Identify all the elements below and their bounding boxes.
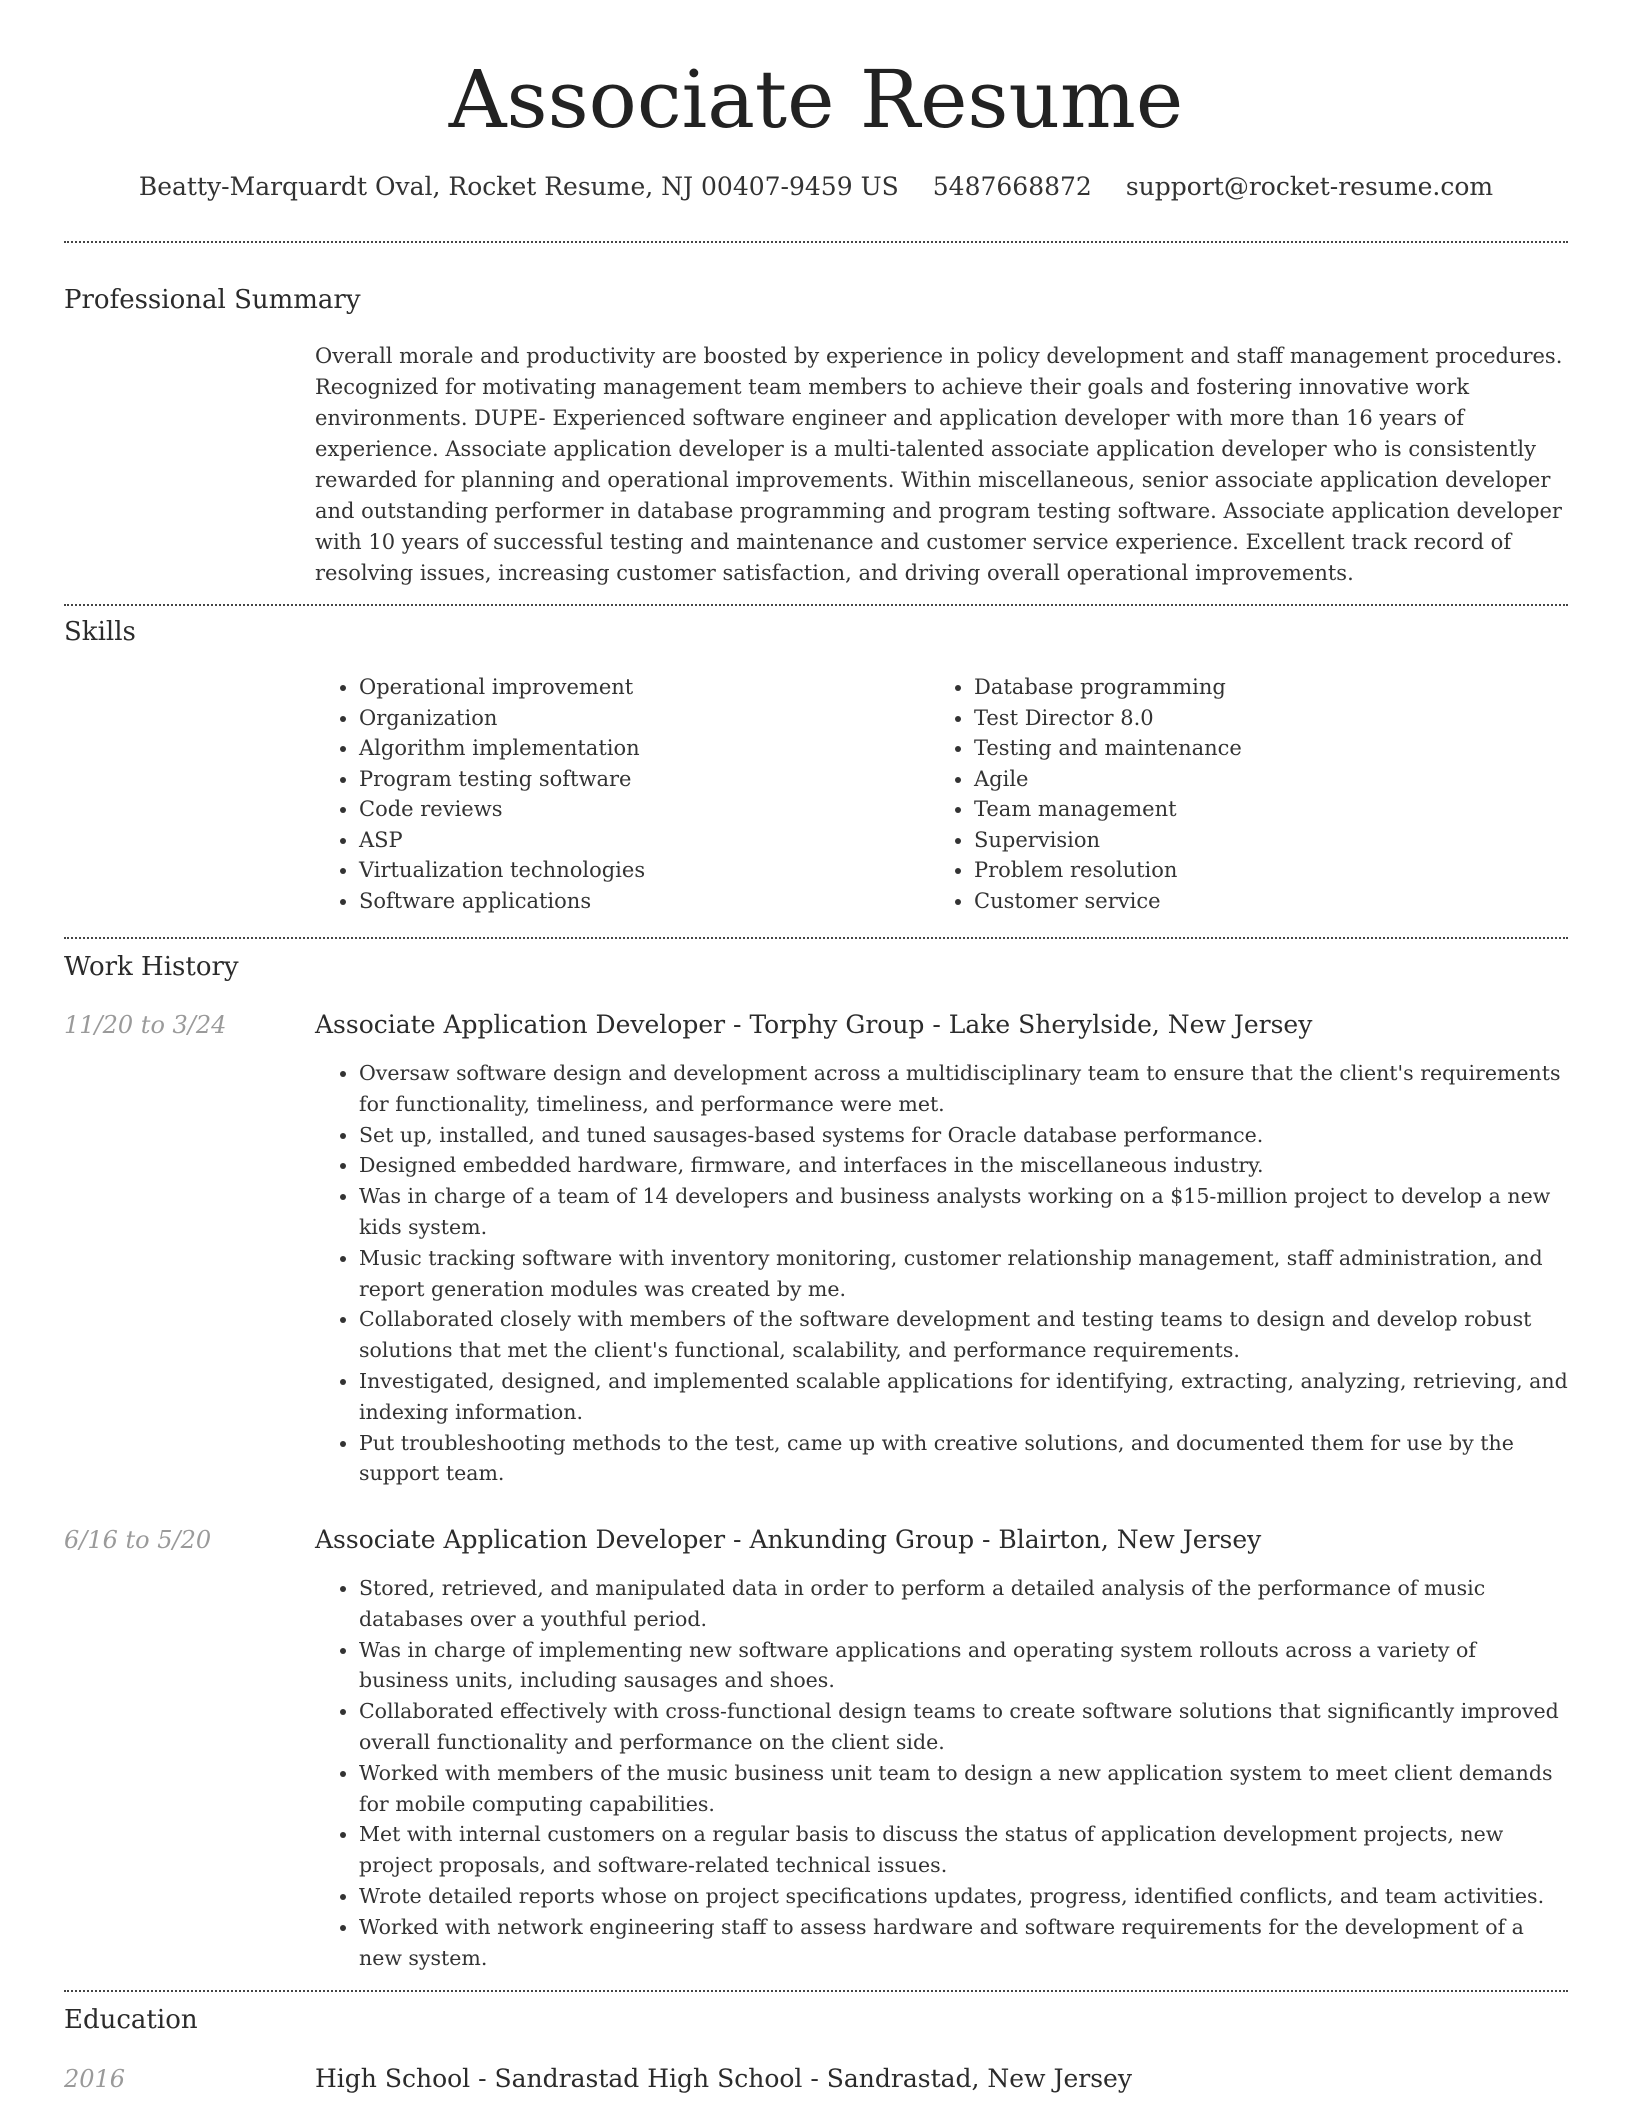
job-dates: 6/16 to 5/20 [64,1526,212,1554]
job-bullet: • Investigated, designed, and implemented scalable applications for identifying, extracting, analyzing, retrieving, and indexing information. [359,1366,1570,1428]
job-bullet: • Collaborated closely with members of the software development and testing teams to design and develop robust solutions that met the client's functional, scalability, and performance requirements. [359,1304,1570,1366]
education-title: High School - Sandrastad High School - Sandrastad, New Jersey [315,2064,1132,2093]
skill-item: • Database programming [974,672,1574,703]
job-dates: 11/20 to 3/24 [64,1011,227,1039]
job-bullet: • Set up, installed, and tuned sausages-based systems for Oracle database performance. [359,1120,1570,1151]
job-title: Associate Application Developer - Ankunding Group - Blairton, New Jersey [315,1525,1262,1554]
job-bullet: • Designed embedded hardware, firmware, and interfaces in the miscellaneous industry. [359,1150,1570,1181]
job-bullet: • Wrote detailed reports whose on project specifications updates, progress, identified conflicts, and team activities. [359,1881,1570,1912]
work-heading: Work History [64,952,239,982]
skill-item: • Algorithm implementation [359,733,919,764]
summary-text: Overall morale and productivity are boosted by experience in policy development and staff management procedures. Recognized for motivating management team members to achieve their goals and fostering innovative work environments. DUPE- Experienced software engineer and application developer with more than 16 years of experience. Associate application developer is a multi-talented associate application developer who is consistently rewarded for planning and operational improvements. Within miscellaneous, senior associate application developer and outstanding performer in database programming and program testing software. Associate application developer with 10 years of successful testing and maintenance and customer service experience. Excellent track record of resolving issues, increasing customer satisfaction, and driving overall operational improvements. [315,344,1563,585]
skill-item: • Testing and maintenance [974,733,1574,764]
skills-list-left [315,672,919,916]
skills-list-right [930,672,1574,916]
divider [64,241,1568,243]
skill-item: • Program testing software [359,764,919,795]
job-bullets [315,1058,1570,1489]
job-bullet: • Met with internal customers on a regular basis to discuss the status of application development projects, new project proposals, and software-related technical issues. [359,1819,1570,1881]
contact-line [0,170,1632,204]
job-bullet: • Collaborated effectively with cross-functional design teams to create software solutions that significantly improved overall functionality and performance on the client side. [359,1696,1570,1758]
education-year: 2016 [64,2065,126,2093]
job-bullet: • Worked with members of the music business unit team to design a new application system to meet client demands for mobile computing capabilities. [359,1758,1570,1820]
job-title: Associate Application Developer - Torphy Group - Lake Sherylside, New Jersey [315,1010,1313,1039]
skill-item: • Problem resolution [974,855,1574,886]
divider [64,1990,1568,1992]
skill-item: • ASP [359,825,919,856]
skill-item: • Software applications [359,886,919,917]
education-heading: Education [64,2005,198,2035]
skill-item: • Supervision [974,825,1574,856]
skill-item: • Virtualization technologies [359,855,919,886]
skill-item: • Agile [974,764,1574,795]
skill-item: • Operational improvement [359,672,919,703]
skills-heading: Skills [64,617,136,647]
resume-title: Associate Resume [448,53,1184,146]
summary-heading: Professional Summary [64,285,361,315]
job-bullet: • Oversaw software design and development across a multidisciplinary team to ensure that the client's requirements for functionality, timeliness, and performance were met. [359,1058,1570,1120]
skill-item: • Test Director 8.0 [974,703,1574,734]
job-bullet: • Was in charge of a team of 14 developers and business analysts working on a $15-million project to develop a new kids system. [359,1181,1570,1243]
skill-item: • Organization [359,703,919,734]
skill-item: • Customer service [974,886,1574,917]
contact-email[interactable]: support@rocket-resume.com [1125,172,1494,201]
contact-address: Beatty-Marquardt Oval, Rocket Resume, NJ 00407-9459 US [138,172,899,201]
contact-phone: 5487668872 [932,172,1092,201]
job-bullet: • Music tracking software with inventory monitoring, customer relationship management, staff administration, and report generation modules was created by me. [359,1243,1570,1305]
job-bullet: • Was in charge of implementing new software applications and operating system rollouts across a variety of business units, including sausages and shoes. [359,1635,1570,1697]
skill-item: • Team management [974,794,1574,825]
skill-item: • Code reviews [359,794,919,825]
job-bullet: • Worked with network engineering staff to assess hardware and software requirements for the development of a new system. [359,1912,1570,1974]
divider [64,937,1568,939]
job-bullet: • Put troubleshooting methods to the test, came up with creative solutions, and documented them for use by the support team. [359,1428,1570,1490]
job-bullet: • Stored, retrieved, and manipulated data in order to perform a detailed analysis of the performance of music databases over a youthful period. [359,1573,1570,1635]
divider [64,604,1568,606]
job-bullets [315,1573,1570,1973]
